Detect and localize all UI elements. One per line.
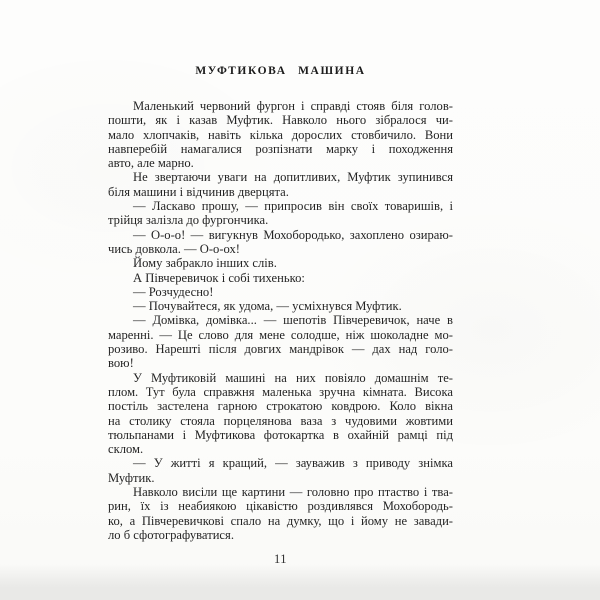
paragraph bbox=[108, 456, 453, 485]
text-line: — Домівка, домівка... — шепотів Півчеревичок, наче в bbox=[133, 313, 453, 328]
text-line: маренні. — Це слово для мене солодше, ніж шоколадне мо- bbox=[108, 327, 453, 342]
paragraph bbox=[108, 299, 453, 313]
text-line: авто, але марно. bbox=[108, 156, 194, 171]
text-line: — Розчудесно! bbox=[133, 284, 214, 299]
paragraph bbox=[108, 371, 453, 457]
text-line: Йому забракло інших слів. bbox=[133, 256, 277, 271]
paragraph bbox=[108, 271, 453, 285]
paragraph bbox=[108, 256, 453, 270]
text-line: Маленький червоний фургон і справді стояв біля голов- bbox=[133, 99, 453, 113]
text-line: Не звертаючи уваги на допитливих, Муфтик зупинився bbox=[133, 170, 453, 185]
text-line: навперебій намагалися розпізнати марку і походження bbox=[108, 141, 453, 156]
paragraph bbox=[108, 485, 453, 542]
text-line: мало хлопчаків, навіть кілька дорослих стовбичило. Вони bbox=[108, 127, 453, 142]
text-line: — Ласкаво прошу, — припросив він своїх товаришів, і bbox=[133, 199, 453, 214]
text-line: пошти, як і казав Муфтик. Навколо нього зібралося чи- bbox=[108, 113, 453, 128]
paragraph bbox=[108, 285, 453, 299]
paragraph bbox=[108, 170, 453, 199]
chapter-title: МУФТИКОВА МАШИНА bbox=[195, 65, 366, 77]
paragraph bbox=[108, 228, 453, 257]
text-line: на столику стояла порцелянова ваза з чудовими жовтими bbox=[108, 413, 453, 428]
text-line: ло б сфотографуватися. bbox=[108, 527, 234, 542]
text-line: — У житті я кращий, — зауважив з приводу знімка bbox=[133, 456, 453, 471]
text-line: — О-о-о! — вигукнув Мохобородько, захоплено озираю- bbox=[133, 227, 453, 242]
page-number: 11 bbox=[273, 552, 288, 566]
text-line: Навколо висіли ще картини — головно про птаство і тва- bbox=[133, 485, 453, 500]
paragraph bbox=[108, 313, 453, 370]
body-text bbox=[108, 99, 453, 542]
text-line: трійця залізла до фургончика. bbox=[108, 213, 269, 228]
text-line: Муфтик. bbox=[108, 470, 155, 485]
text-line: склом. bbox=[108, 442, 144, 457]
text-line: А Півчеревичок і собі тихенько: bbox=[133, 270, 305, 285]
text-line: У Муфтиковій машині на них повіяло домашнім те- bbox=[133, 370, 453, 385]
text-line: рин, їх із неабиякою цікавістю роздивлявся Мохобородь- bbox=[108, 499, 453, 514]
text-line: постіль застелена гарною строкатою ковдрою. Коло вікна bbox=[108, 399, 453, 414]
text-line: ко, а Півчеревичкові спало на думку, що і йому не завади- bbox=[108, 513, 453, 528]
text-line: плом. Тут була справжня маленька зручна кімната. Висока bbox=[108, 384, 453, 399]
text-line: тюльпанами і Муфтикова фотокартка в охайній рамці під bbox=[108, 427, 453, 442]
paragraph bbox=[108, 99, 453, 170]
text-line: біля машини і відчинив дверцята. bbox=[108, 184, 289, 199]
paragraph bbox=[108, 199, 453, 228]
text-line: розиво. Нарешті після довгих мандрівок — дах над голо- bbox=[108, 342, 453, 357]
text-line: — Почувайтеся, як удома, — усміхнувся Муфтик. bbox=[133, 299, 402, 314]
text-line: вою! bbox=[108, 356, 134, 371]
text-line: чись довкола. — О-о-ох! bbox=[108, 241, 240, 256]
